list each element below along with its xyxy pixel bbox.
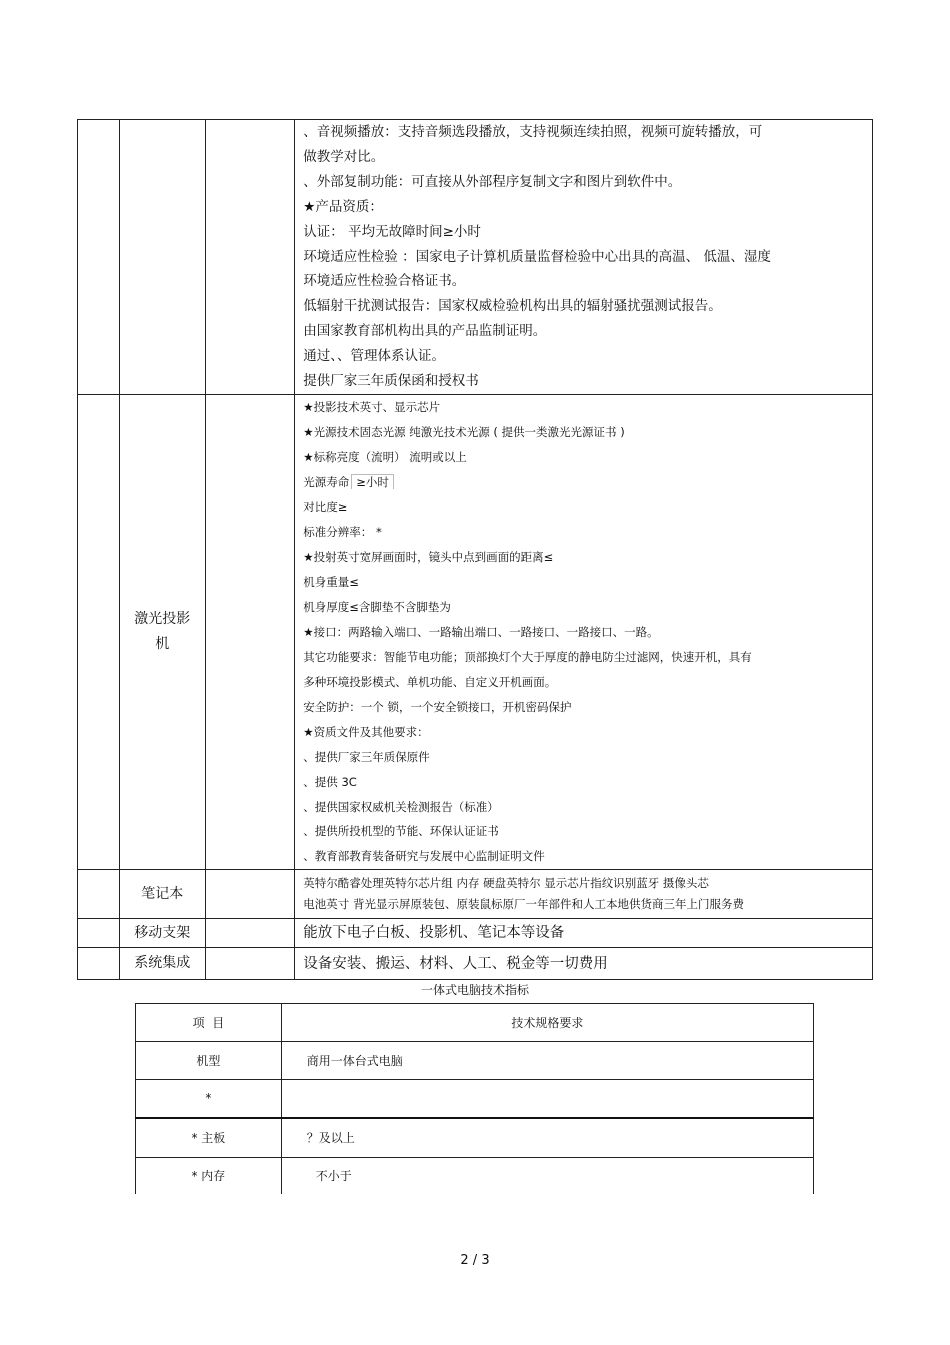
pc-value-cell: 商用一体台式电脑 (281, 1042, 813, 1080)
spec-line: 做教学对比。 (303, 148, 385, 165)
blank-cell (205, 948, 295, 980)
lamp-life-value: ≥小时 (351, 474, 394, 489)
spec-line: 其它功能要求：智能节电功能；顶部换灯个大于厚度的静电防尘过滤网，快速开机，具有 (303, 649, 752, 664)
index-cell (78, 919, 120, 948)
pc-table-row (136, 1118, 814, 1158)
index-cell (78, 395, 120, 870)
spec-line: 环境适应性检验合格证书。 (303, 273, 466, 290)
spec-line: 能放下电子白板、投影机、笔记本等设备 (303, 925, 565, 942)
spec-cell (295, 120, 873, 395)
pc-key-cell: * 内存 (136, 1158, 282, 1194)
spec-line: 、音视频播放：支持音频选段播放，支持视频连续拍照，视频可旋转播放，可 (303, 124, 763, 141)
spec-cell (295, 919, 873, 948)
pc-table-row (136, 1158, 814, 1194)
spec-line: ★光源技术固态光源 纯激光技术光源 ( 提供一类激光光源证书 ) (303, 424, 625, 439)
spec-line: ★资质文件及其他要求： (303, 724, 429, 739)
page-number: 2 / 3 (460, 1253, 490, 1268)
spec-table (77, 119, 873, 980)
product-name-line: 机 (155, 636, 170, 653)
spec-line: ★投射英寸宽屏画面时，镜头中点到画面的距离≤ (303, 549, 554, 564)
product-name-cell: 系统集成 (119, 948, 205, 980)
spec-row-mobile-stand (78, 919, 873, 948)
pc-key-cell: * (136, 1080, 282, 1118)
spec-line: 设备安装、搬运、材料、人工、税金等一切费用 (303, 955, 608, 972)
spec-row-notebook (78, 870, 873, 919)
spec-cell (295, 870, 873, 919)
spec-line: 、提供厂家三年质保原件 (303, 749, 430, 764)
blank-cell (205, 919, 295, 948)
spec-line: 提供厂家三年质保函和授权书 (303, 373, 479, 390)
spec-line: 多种环境投影模式、单机功能、自定义开机画面。 (303, 674, 557, 689)
spec-line: 、外部复制功能：可直接从外部程序复制文字和图片到软件中。 (303, 173, 682, 190)
pc-key-cell: 机型 (136, 1042, 282, 1080)
spec-line: ★投影技术英寸、显示芯片 (303, 400, 441, 414)
spec-line: 由国家教育部机构出具的产品监制证明。 (303, 323, 547, 340)
index-cell (78, 948, 120, 980)
pc-table-header (136, 1004, 814, 1042)
product-name-cell (119, 120, 205, 395)
spec-line: 、提供 3C (303, 774, 357, 789)
lamp-life-label: 光源寿命 (303, 474, 350, 489)
spec-line: 安全防护：一个 锁，一个安全锁接口，开机密码保护 (303, 699, 572, 714)
spec-row-laser-projector (78, 395, 873, 870)
spec-line: ★标称亮度（流明） 流明或以上 (303, 449, 467, 464)
pc-value-cell (281, 1080, 813, 1118)
index-cell (78, 870, 120, 919)
spec-line: 低辐射干扰测试报告：国家权威检验机构出具的辐射骚扰强测试报告。 (303, 298, 722, 315)
spec-line: 机身重量≤ (303, 574, 359, 589)
spec-line: 电池英寸 背光显示屏原装包、原装鼠标原厂一年部件和人工本地供货商三年上门服务费 (303, 897, 744, 912)
spec-line: 、教育部教育装备研究与发展中心监制证明文件 (303, 849, 545, 864)
header-item-cell: 项 目 (136, 1004, 282, 1042)
spec-line: ★接口：两路输入端口、一路输出端口、一路接口、一路接口、一路。 (303, 624, 659, 639)
spec-line: 英特尔酷睿处理英特尔芯片组 内存 硬盘英特尔 显示芯片指纹识别蓝牙 摄像头芯 (303, 875, 709, 890)
pc-spec-table (135, 1003, 814, 1194)
pc-table-row (136, 1080, 814, 1118)
spec-line: 标准分辨率： * (303, 524, 382, 539)
pc-value-cell: 不小于 (281, 1158, 813, 1194)
spec-line: 环境适应性检验 ：国家电子计算机质量监督检验中心出具的高温、 低温、湿度 (303, 248, 771, 265)
spec-row-continued (78, 120, 873, 395)
table-caption: 一体式电脑技术指标 (420, 983, 529, 997)
blank-cell (205, 395, 295, 870)
index-cell (78, 120, 120, 395)
product-name-cell: 移动支架 (119, 919, 205, 948)
spec-line: 、提供所投机型的节能、环保认证证书 (303, 824, 499, 839)
header-spec-cell: 技术规格要求 (281, 1004, 813, 1042)
pc-key-cell: * 主板 (136, 1118, 282, 1158)
spec-line: 机身厚度≤含脚垫不含脚垫为 (303, 599, 451, 614)
product-name-cell (119, 395, 205, 870)
blank-cell (205, 870, 295, 919)
spec-line: 认证： 平均无故障时间≥小时 (303, 223, 481, 240)
blank-cell (205, 120, 295, 395)
spec-row-system-integration (78, 948, 873, 980)
pc-table-row (136, 1042, 814, 1080)
spec-cell (295, 948, 873, 980)
spec-line: 对比度≥ (303, 499, 348, 514)
spec-cell (295, 395, 873, 870)
spec-line: 通过、、管理体系认证。 (303, 348, 446, 365)
product-name-line: 激光投影 (134, 611, 191, 628)
spec-line-lamp-life (303, 470, 864, 495)
spec-line: ★产品资质： (303, 198, 383, 215)
spec-line: 、提供国家权威机关检测报告（标准） (303, 799, 499, 814)
pc-value-cell: ？及以上 (281, 1118, 813, 1158)
product-name-cell: 笔记本 (119, 870, 205, 919)
